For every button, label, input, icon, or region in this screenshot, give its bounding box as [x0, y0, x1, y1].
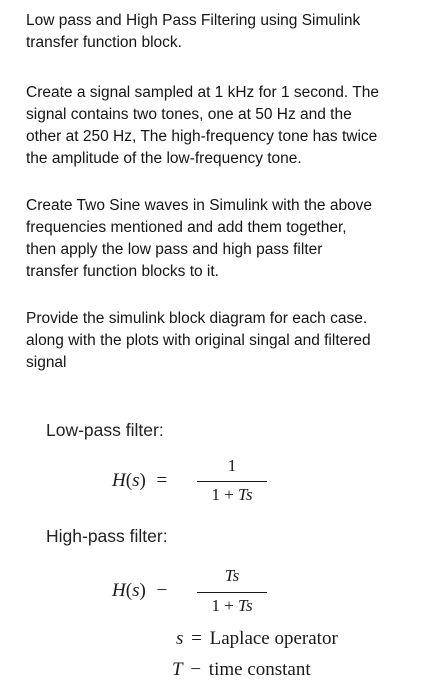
lowpass-lhs [112, 470, 167, 492]
paragraph-line: signal [26, 354, 67, 371]
paren-open: ( [125, 470, 133, 491]
paragraph-line: Low pass and High Pass Filtering using Simulink [26, 12, 361, 29]
highpass-label: High-pass filter: [46, 526, 168, 546]
signal-description-paragraph [26, 82, 430, 170]
paragraph-line: transfer function blocks to it. [26, 263, 219, 280]
lowpass-numerator: 1 [227, 456, 237, 475]
laplace-variable: s [132, 580, 140, 601]
laplace-variable: s [132, 470, 140, 491]
equals-sign: = [156, 470, 168, 491]
paragraph-line: other at 250 Hz, The high-frequency tone has twice [26, 128, 378, 145]
deliverables-paragraph [26, 308, 430, 374]
time-constant-symbol: T [238, 596, 246, 615]
time-constant-symbol: T [224, 566, 233, 585]
laplace-variable: s [232, 566, 240, 585]
transfer-function-symbol: H [112, 470, 126, 491]
laplace-variable: s [245, 485, 253, 504]
lowpass-label: Low-pass filter: [46, 420, 164, 440]
paren-close: ) [139, 470, 146, 491]
lowpass-fraction-bar [197, 481, 267, 482]
definition-s [176, 628, 338, 650]
paren-open: ( [125, 580, 133, 601]
transfer-function-symbol: H [112, 580, 126, 601]
highpass-lhs [112, 580, 167, 602]
denominator-constant: 1 + [211, 485, 239, 504]
definition-relation: − [190, 659, 202, 680]
paragraph-line: the amplitude of the low-frequency tone. [26, 150, 302, 167]
highpass-fraction-bar [197, 592, 267, 593]
definition-symbol: s [176, 628, 184, 649]
definition-relation: = [191, 628, 202, 649]
definition-meaning: time constant [208, 659, 311, 680]
problem-title-paragraph [26, 10, 430, 54]
paragraph-line: transfer function block. [26, 34, 182, 51]
paragraph-line: Create a signal sampled at 1 kHz for 1 second. The [26, 84, 379, 101]
paragraph-line: signal contains two tones, one at 50 Hz and the [26, 106, 352, 123]
denominator-constant: 1 + [211, 596, 239, 615]
paragraph-line: frequencies mentioned and add them together, [26, 219, 347, 236]
paren-close: ) [139, 580, 146, 601]
time-constant-symbol: T [238, 485, 246, 504]
paragraph-line: then apply the low pass and high pass filter [26, 241, 323, 258]
definition-symbol: T [172, 659, 183, 680]
paragraph-line: along with the plots with original singal and filtered [26, 332, 371, 349]
relation-sign: − [156, 580, 168, 601]
highpass-denominator [196, 596, 268, 616]
definition-t [172, 659, 311, 681]
lowpass-denominator [196, 485, 268, 505]
highpass-numerator [196, 566, 268, 586]
definition-meaning: Laplace operator [209, 628, 338, 649]
laplace-variable: s [245, 596, 253, 615]
paragraph-line: Create Two Sine waves in Simulink with the above [26, 197, 373, 214]
paragraph-line: Provide the simulink block diagram for each case. [26, 310, 368, 327]
simulink-instructions-paragraph [26, 195, 430, 283]
